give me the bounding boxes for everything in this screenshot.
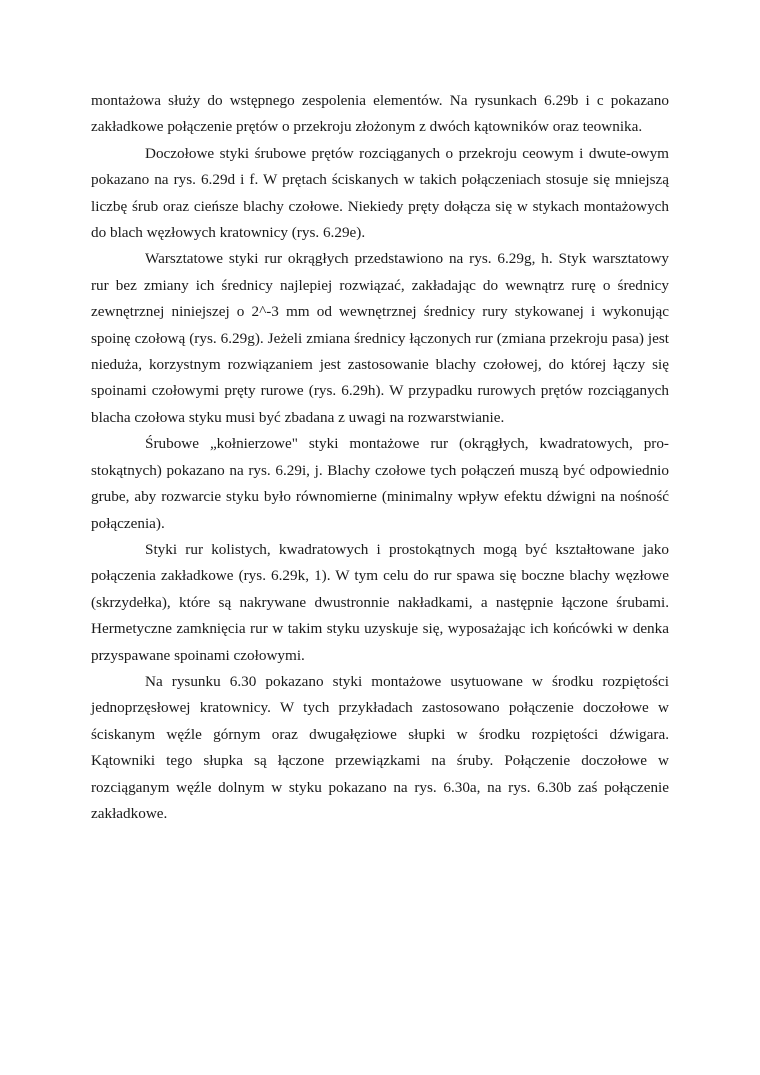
paragraph-1: montażowa służy do wstępnego zespolenia elementów. Na rysunkach 6.29b i c pokazano zakładkowe połączenie prętów o przekroju złożonym z dwóch kątowników oraz teownika. [91, 92, 669, 136]
paragraph-3: Warsztatowe styki rur okrągłych przedstawiono na rys. 6.29g, h. Styk warsztatowy rur bez zmiany ich średnicy najlepiej rozwiązać, zakładając do wewnątrz rurę o średnicy zewnętrznej niniejszej o 2^-3 mm od wewnętrznej średnicy rury stykowanej i wykonując spoinę czołową (rys. 6.29g). Jeżeli zmiana średnicy łączonych rur (zmiana przekroju pasa) jest nieduża, korzystnym rozwiązaniem jest zastosowanie blachy czołowej, do której łączy się spoinami czołowymi pręty rurowe (rys. 6.29h). W przypadku rurowych prętów rozciąganych blacha czołowa styku musi być zbadana z uwagi na rozwarstwianie. [91, 250, 669, 426]
paragraph-6: Na rysunku 6.30 pokazano styki montażowe usytuowane w środku rozpiętości jednoprzęsłowej kratownicy. W tych przykładach zastosowano połączenie doczołowe w ściskanym węźle górnym oraz dwugałęziowe słupki w środku rozpiętości dźwigara. Kątowniki tego słupka są łączone przewiązkami na śruby. Połączenie doczołowe w rozciąganym węźle dolnym w styku pokazano na rys. 6.30a, na rys. 6.30b zaś połączenie zakładkowe. [91, 672, 669, 822]
document-page [91, 88, 669, 827]
paragraph-4: Śrubowe „kołnierzowe" styki montażowe rur (okrągłych, kwadratowych, pro-stokątnych) pokazano na rys. 6.29i, j. Blachy czołowe tych połączeń muszą być odpowiednio grube, aby rozwarcie styku było równomierne (minimalny wpływ efektu dźwigni na nośność połączenia). [91, 435, 669, 532]
paragraph-2: Doczołowe styki śrubowe prętów rozciąganych o przekroju ceowym i dwute-owym pokazano na rys. 6.29d i f. W prętach ściskanych w takich połączeniach stosuje się mniejszą liczbę śrub oraz cieńsze blachy czołowe. Niekiedy pręty dołącza się w stykach montażowych do blach węzłowych kratownicy (rys. 6.29e). [91, 144, 669, 242]
paragraph-5: Styki rur kolistych, kwadratowych i prostokątnych mogą być kształtowane jako połączenia zakładkowe (rys. 6.29k, 1). W tym celu do rur spawa się boczne blachy węzłowe (skrzydełka), które są nakrywane dwustronnie nakładkami, a następnie łączone śrubami. Hermetyczne zamknięcia rur w takim styku uzyskuje się, wyposażając ich końcówki w denka przyspawane spoinami czołowymi. [91, 540, 669, 664]
